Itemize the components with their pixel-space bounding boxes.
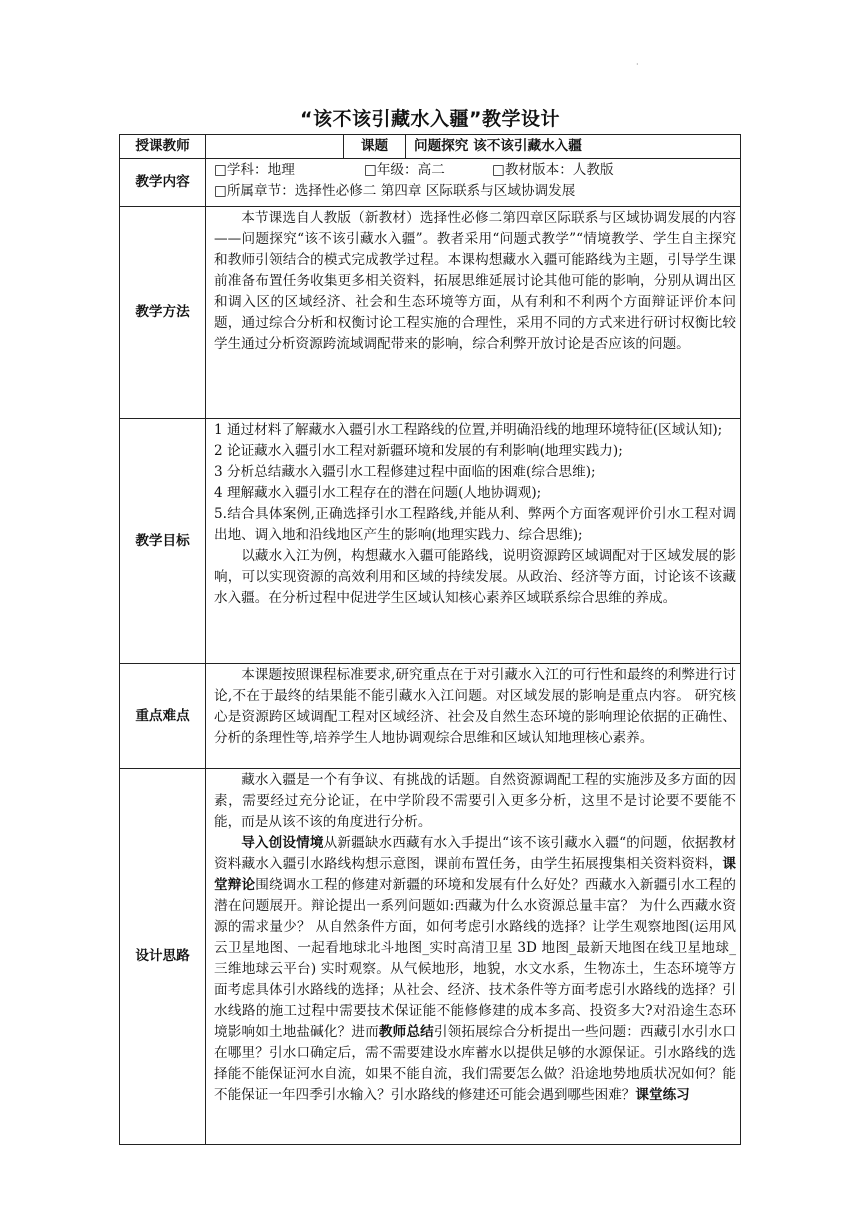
design-seg1: 从新疆缺水西藏有水入手提出“该不该引藏水入疆“的问题，依据教材资料藏水入疆引水路线构想示意图，课前布置任务，由学生拓展搜集相关资料资料， — [214, 835, 736, 872]
debate-heading: 课堂辩论 — [214, 856, 736, 893]
method-cell — [206, 207, 741, 419]
design-para1: 藏水入疆是一个有争议、有挑战的话题。自然资源调配工程的实施涉及多方面的因素，需要经过充分论证，在中学阶段不需要引入更多分析，这里不是讨论要不要能不能，而是从该不该的角度进行分析。 — [214, 772, 736, 830]
topic-value: 问题探究 该不该引藏水入疆 — [406, 135, 741, 159]
goal-item: 2 论证藏水入疆引水工程对新疆环境和发展的有利影响(地理实践力); — [214, 443, 623, 459]
header-row — [120, 135, 741, 159]
method-row — [120, 207, 741, 419]
goal-item: 1 通过材料了解藏水入疆引水工程路线的位置,并明确沿线的地理环境特征(区域认知); — [214, 422, 723, 438]
goal-item: 3 分析总结藏水入疆引水工程修建过程中面临的困难(综合思维); — [214, 464, 596, 480]
page-dot: · — [636, 60, 639, 69]
lesson-plan-table — [119, 134, 741, 1145]
goals-label: 教学目标 — [120, 419, 206, 664]
subject-field: □学科：地理 — [214, 162, 295, 178]
goals-row — [120, 419, 741, 664]
content-row — [120, 159, 741, 207]
goals-paragraph: 以藏水入江为例，构想藏水入疆可能路线，说明资源跨区域调配对于区域发展的影响，可以实现资源的高效利用和区域的持续发展。从政治、经济等方面，讨论该不该藏水入疆。在分析过程中促进学生区域认知核心素养区域联系综合思维的养成。 — [214, 548, 736, 606]
teacher-value — [206, 135, 344, 159]
keypoints-text: 本课题按照课程标准要求,研究重点在于对引藏水入江的可行性和最终的利弊进行讨论,不在于最终的结果能不能引藏水入江问题。对区域发展的影响是重点内容。 研究核心是资源跨区域调配工程对区域经济、社会及自然生态环境的影响理论依据的正确性、分析的条理性等,培养学生人地协调观综合思维和区域认知地理核心素养。 — [214, 667, 736, 746]
document-title: “该不该引藏水入疆”教学设计 — [300, 108, 560, 130]
keypoints-label: 重点难点 — [120, 664, 206, 769]
method-text: 本节课选自人教版（新教材）选择性必修二第四章区际联系与区域协调发展的内容——问题探究“该不该引藏水入疆”。教者采用“问题式教学”“情境教学、学生自主探究和教师引领结合的模式完成教学过程。本课构想藏水入疆可能路线为主题，引导学生课前准备布置任务收集更多相关资料，拓展思维延展讨论其他可能的影响，分别从调出区和调入区的区域经济、社会和生态环境等方面，从有利和不利两个方面辩证评价本问题，通过综合分析和权衡讨论工程实施的合理性，采用不同的方式来进行研讨权衡比较学生通过分析资源跨流域调配带来的影响，综合利弊开放讨论是否应该的问题。 — [214, 210, 736, 352]
practice-heading: 课堂练习 — [635, 1087, 690, 1103]
design-para2 — [214, 833, 736, 1106]
content-label: 教学内容 — [120, 159, 206, 207]
keypoints-row — [120, 664, 741, 769]
teacher-label: 授课教师 — [120, 135, 206, 159]
grade-field: □年级：高二 — [364, 162, 445, 178]
design-cell — [206, 769, 741, 1145]
summary-heading: 教师总结 — [378, 1024, 434, 1040]
edition-field: □教材版本：人教版 — [492, 162, 614, 178]
goal-item: 5.结合具体案例,正确选择引水工程路线,并能从利、弊两个方面客观评价引水工程对调出地、调入地和沿线地区产生的影响(地理实践力、综合思维); — [214, 506, 736, 543]
design-label: 设计思路 — [120, 769, 206, 1145]
design-row — [120, 769, 741, 1145]
goal-item: 4 理解藏水入疆引水工程存在的潜在问题(人地协调观); — [214, 485, 542, 501]
design-seg3: 引领拓展综合分析提出一些问题：西藏引水引水口在哪里？引水口确定后，需不需要建设水库蓄水以提供足够的水源保证。引水路线的选择能不能保证河水自流，如果不能自流，我们需要怎么做？沿途地势地质状况如何？能不能保证一年四季引水输入？引水路线的修建还可能会遇到哪些困难？ — [214, 1024, 737, 1103]
intro-heading: 导入创设情境 — [241, 835, 324, 851]
topic-label: 课题 — [344, 135, 406, 159]
keypoints-cell — [206, 664, 741, 769]
design-seg2: 围绕调水工程的修建对新疆的环境和发展有什么好处？西藏水入新疆引水工程的潜在问题展开。辩论提出一系列问题如:西藏为什么水资源总量丰富？ 为什么西藏水资源的需求量少？ 从自然条件方面，如何考虑引水路线的选择？让学生观察地图(运用风云卫星地图、一起看地球北斗地图_实时高清卫星 3D 地图_最新天地图在线卫星地球_三维地球云平台) 实时观察。从气候地形，地貌，水文水系，生物冻土，生态环境等方面考虑具体引水路线的选择；从社会、经济、技术条件等方面考虑引水路线的选择？引水线路的施工过程中需要技术保证能不能修修建的成本多高、投资多大?对沿途生态环境影响如土地盐碱化？进而 — [214, 877, 737, 1040]
content-cell — [206, 159, 741, 207]
method-label: 教学方法 — [120, 207, 206, 419]
chapter-field: □所属章节：选择性必修二 第四章 区际联系与区域协调发展 — [214, 183, 576, 199]
goals-cell — [206, 419, 741, 664]
